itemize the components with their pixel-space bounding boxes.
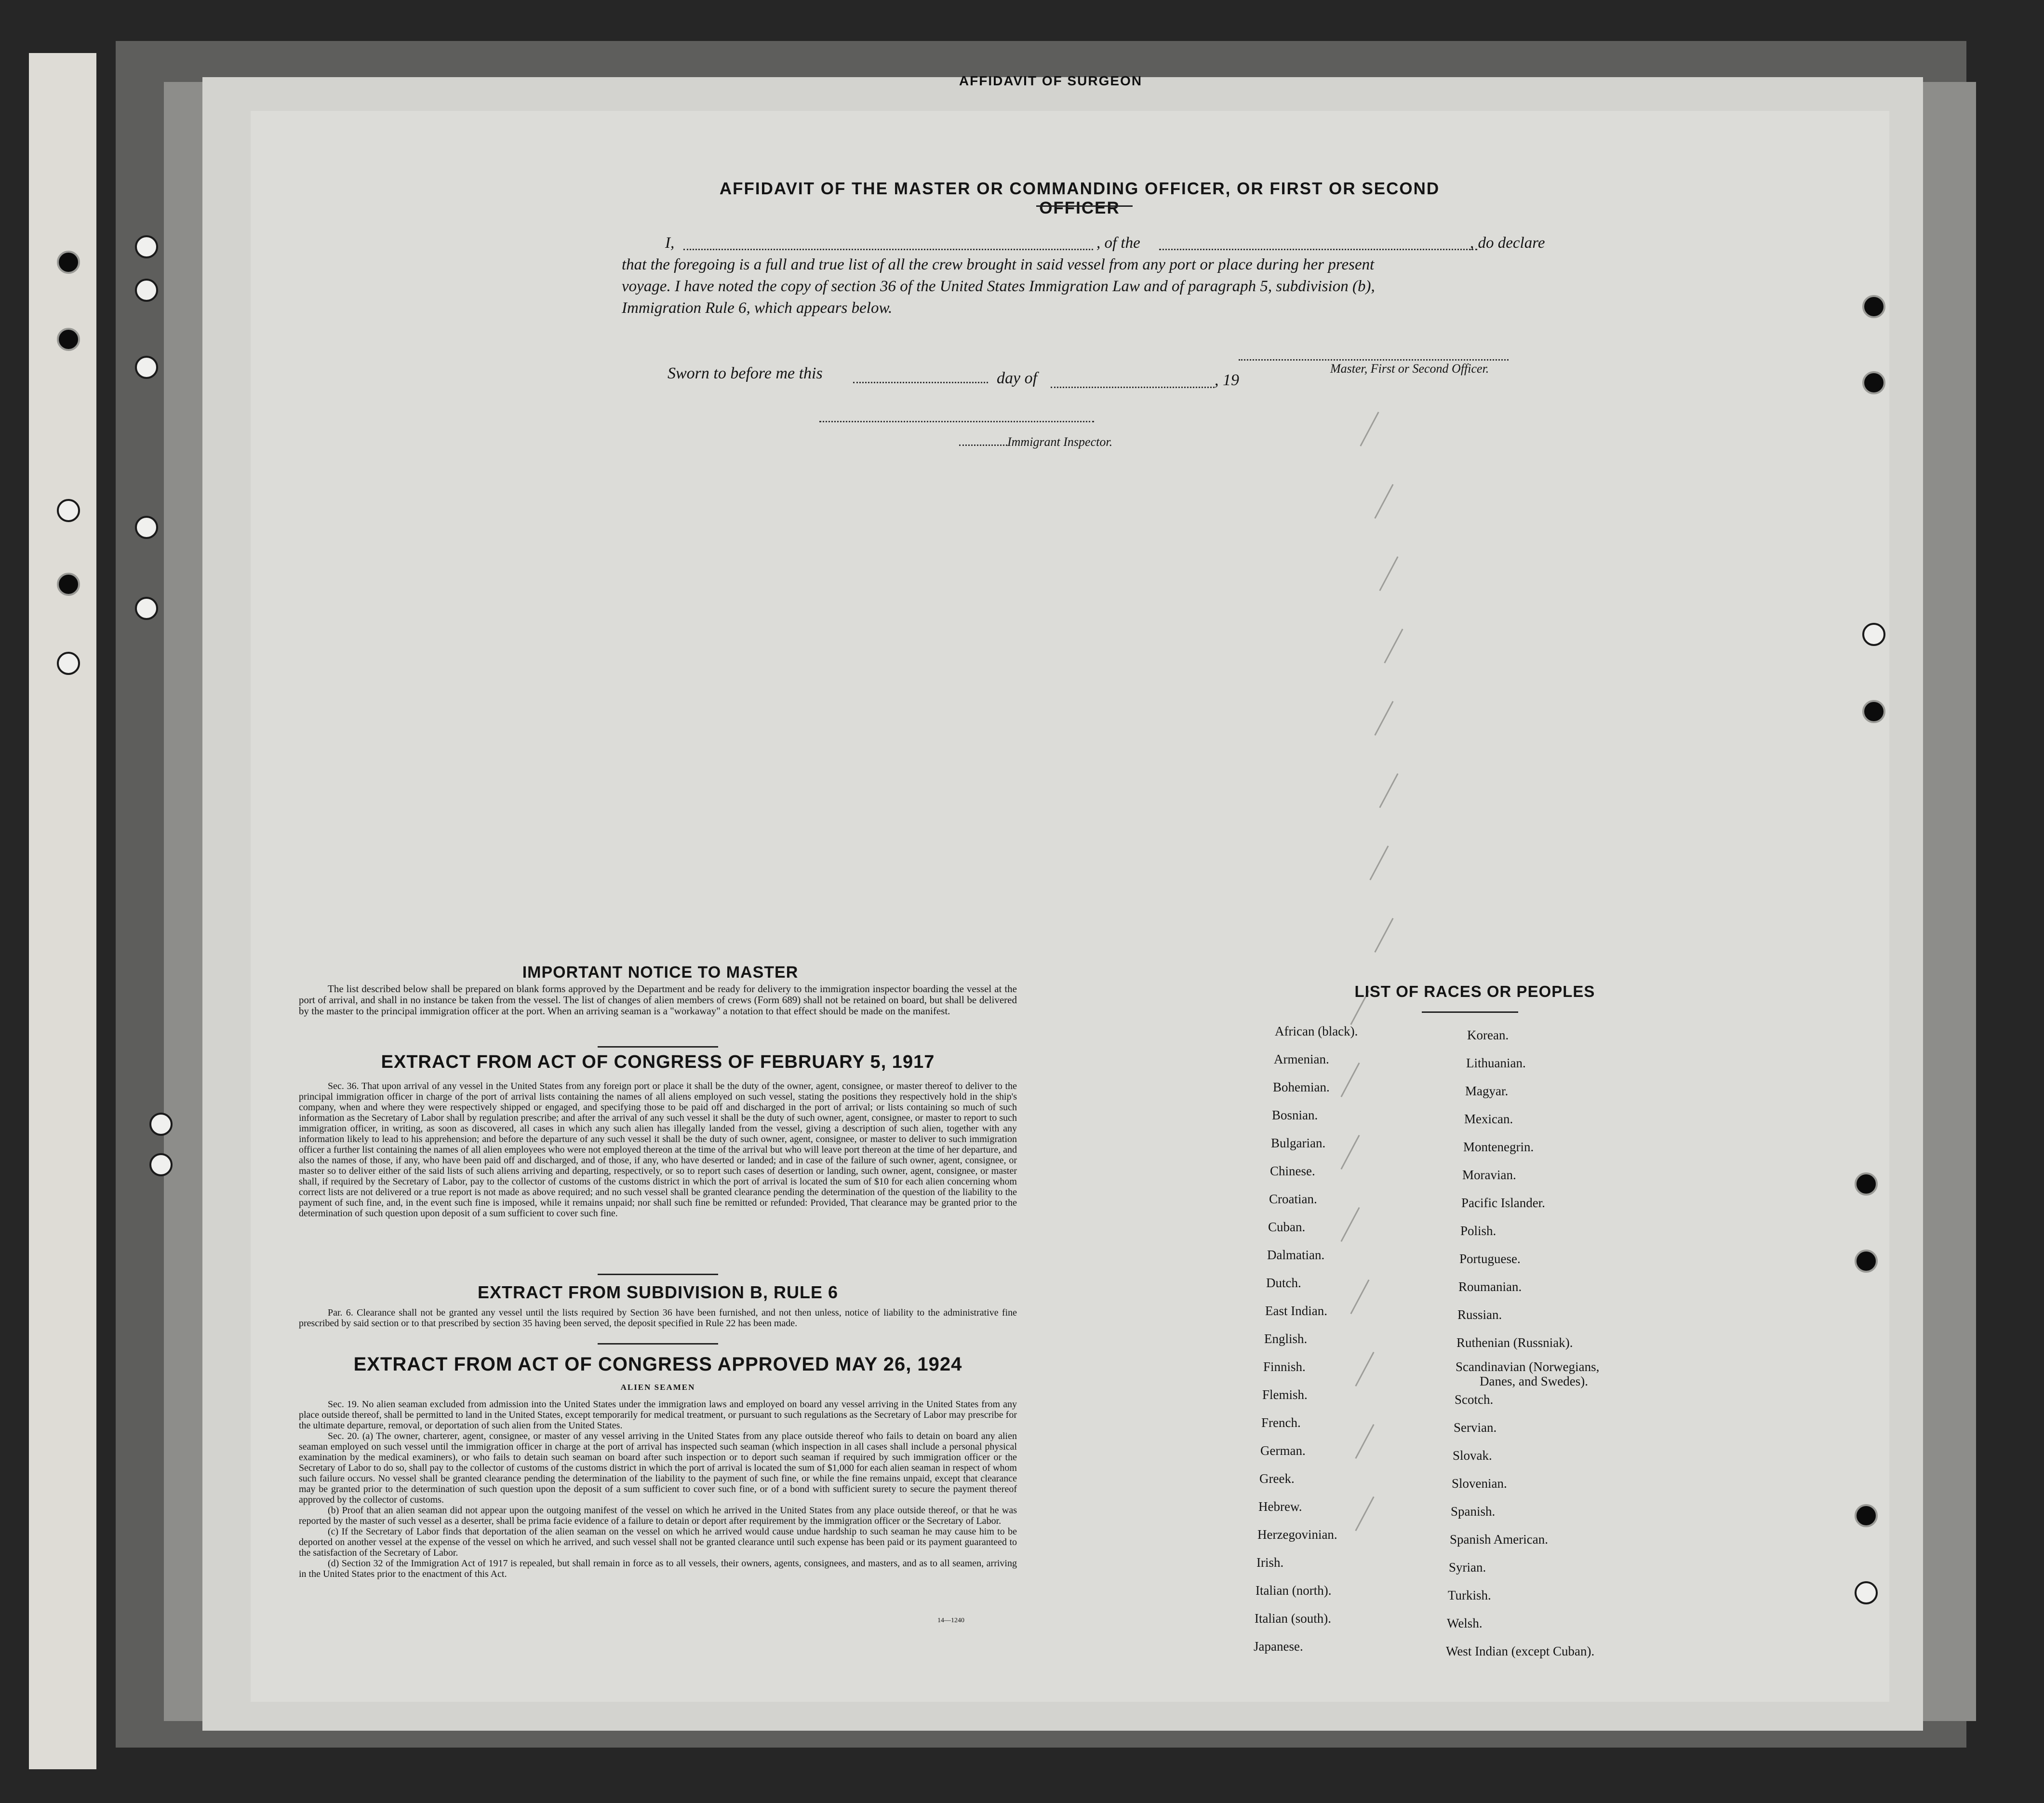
race-item: Slovak.	[1453, 1448, 1492, 1463]
master-signature-label: Master, First or Second Officer.	[1330, 362, 1489, 376]
vessel-blank[interactable]	[1159, 249, 1477, 250]
race-item: Magyar.	[1465, 1084, 1509, 1098]
punch-hole	[57, 328, 80, 351]
title-rule	[1036, 205, 1133, 207]
race-item: Japanese.	[1254, 1639, 1303, 1654]
punch-hole	[57, 652, 80, 675]
affidavit-line-3: voyage. I have noted the copy of section 36 of the United States Immigration Law and of paragraph 5, subdivision (b),	[622, 278, 1375, 295]
of-the-label: , of the	[1096, 234, 1140, 252]
affidavit-line-4: Immigration Rule 6, which appears below.	[622, 299, 893, 317]
sworn-month-blank[interactable]	[1051, 387, 1215, 388]
race-item: Scotch.	[1455, 1392, 1494, 1407]
punch-hole	[1862, 371, 1885, 394]
race-item: Moravian.	[1462, 1168, 1516, 1182]
extract-rule6-title: EXTRACT FROM SUBDIVISION B, RULE 6	[477, 1282, 839, 1302]
race-item: Armenian.	[1274, 1052, 1329, 1066]
race-item: Korean.	[1467, 1028, 1509, 1042]
race-item: Russian.	[1457, 1307, 1502, 1322]
race-item: Ruthenian (Russniak).	[1456, 1335, 1573, 1350]
inspector-signature-line[interactable]	[819, 421, 1094, 422]
form-number: 14—1240	[937, 1617, 964, 1624]
race-item: Chinese.	[1270, 1164, 1315, 1178]
race-item: Bohemian.	[1273, 1080, 1330, 1094]
race-item: Montenegrin.	[1463, 1140, 1534, 1154]
race-item: Dalmatian.	[1267, 1248, 1325, 1262]
punch-hole	[149, 1113, 173, 1136]
punch-hole	[1862, 295, 1885, 318]
race-item: Dutch.	[1266, 1276, 1301, 1290]
punch-hole	[57, 573, 80, 596]
races-title: LIST OF RACES OR PEOPLES	[1354, 982, 1595, 1000]
race-item: Roumanian.	[1458, 1279, 1522, 1294]
race-item: Danes, and Swedes).	[1480, 1374, 1588, 1388]
race-item: Servian.	[1454, 1420, 1497, 1435]
name-blank[interactable]	[683, 249, 1093, 250]
extract-1924-body	[299, 1399, 1017, 1579]
binder-strip	[29, 53, 96, 1769]
race-item: Mexican.	[1464, 1112, 1513, 1126]
race-item: Cuban.	[1268, 1220, 1306, 1234]
sec20c-paragraph: (c) If the Secretary of Labor finds that deportation of the alien seaman on the vessel on which he arrived would cause undue hardship to such seaman he may cause him to be deported on another vessel at the expense of the vessel on which he arrived, and such vessel shall not be granted clearance until such expense has been paid or its payment guaranteed to the satisfaction of the Secretary of Labor.	[299, 1526, 1017, 1558]
race-item: Bosnian.	[1272, 1108, 1318, 1122]
race-item: Syrian.	[1449, 1560, 1486, 1574]
race-item: Scandinavian (Norwegians,	[1456, 1359, 1600, 1374]
race-item: Flemish.	[1262, 1387, 1308, 1402]
punch-hole	[57, 251, 80, 274]
race-item: Croatian.	[1269, 1192, 1317, 1206]
punch-hole	[1855, 1581, 1878, 1604]
punch-hole	[149, 1153, 173, 1176]
race-item: East Indian.	[1265, 1304, 1327, 1318]
extract-rule6-body: Par. 6. Clearance shall not be granted any vessel until the lists required by Section 36 have been furnished, and not then unless, notice of liability to the administrative fine prescribed by said section or to that prescribed by section 35 having been served, the deposit specified in Rule 22 has been made.	[299, 1307, 1017, 1329]
sec19-paragraph: Sec. 19. No alien seaman excluded from admission into the United States under the immigration laws and employed on board any vessel arriving in the United States from any place outside thereof, shall be permitted to land in the United States, except temporarily for medical treatment, or pursuant to such regulations as the Secretary of Labor may prescribe for the ultimate departure, removal, or deportation of such alien from the United States.	[299, 1399, 1017, 1431]
punch-hole	[135, 235, 158, 258]
race-item: Lithuanian.	[1466, 1056, 1526, 1070]
section-rule	[598, 1343, 718, 1345]
punch-hole	[1855, 1504, 1878, 1527]
punch-hole	[1855, 1250, 1878, 1273]
inspector-signature-label: Immigrant Inspector.	[1007, 435, 1113, 449]
race-item: Polish.	[1460, 1224, 1496, 1238]
punch-hole	[135, 516, 158, 539]
extract-1917-body: Sec. 36. That upon arrival of any vessel in the United States from any foreign port or place it shall be the duty of the owner, agent, consignee, or master thereof to deliver to the principal immigration officer in charge of the port of arrival lists containing the names of all aliens employed on such vessel, stating the positions they respectively hold in the ship's company, when and where they were respectively shipped or engaged, and specifying those to be paid off and discharged in the port of arrival; or lists containing so much of such information as the Secretary of Labor shall by regulation prescribe; and after the arrival of any such vessel it shall be the duty of such owner, agent, consignee, or master to report to such immigration officer, in writing, as soon as discovered, all cases in which any such alien has illegally landed from the vessel, giving a description of such alien, together with any information likely to lead to his apprehension; and before the departure of any such vessel it shall be the duty of such owner, agent, consignee, or master to deliver to such immigration officer a further list containing the names of all alien employees who were not employed thereon at the time of the arrival but who will leave port thereon at the time of her departure, and also the names of those, if any, who have been paid off and discharged, and of those, if any, who have deserted or landed; and in case of the failure of such owner, agent, consignee, or master so to deliver either of the said lists of such aliens arriving and departing, respectively, or so to report such cases of desertion or landing, such owner, agent, consignee, or master shall, if required by the Secretary of Labor, pay to the collector of customs of the customs district in which the port of arrival is located the sum of $10 for each alien concerning whom correct lists are not delivered or a true report is not made as above required; and no such vessel shall be granted clearance pending the determination of the question of the liability to the payment of such fine, and, in the event such fine is imposed, while it remains unpaid; nor shall such fine be remitted or refunded: Provided, That clearance may be granted prior to the determination of such question upon deposit of a sum sufficient to cover such fine.	[299, 1081, 1017, 1219]
affidavit-body	[622, 232, 1547, 319]
race-item: Spanish American.	[1450, 1532, 1548, 1547]
sworn-label: Sworn to before me this	[668, 364, 823, 382]
punch-hole	[135, 597, 158, 620]
notice-body: The list described below shall be prepared on blank forms approved by the Department and be ready for delivery to the immigration inspector boarding the vessel at the port of arrival, and shall in no instance be taken from the vessel. The list of changes of alien members of crews (Form 689) shall not be retained on board, but shall be delivered by the master to the principal immigration officer at the port. When an arriving seaman is a "workaway" a notation to that effect should be made on the manifest.	[299, 983, 1017, 1017]
extract-1924-title: EXTRACT FROM ACT OF CONGRESS APPROVED MAY 26, 1924	[353, 1354, 962, 1375]
race-item: Herzegovinian.	[1257, 1527, 1337, 1542]
race-item: Irish.	[1256, 1555, 1284, 1570]
punch-hole	[1862, 700, 1885, 723]
race-item: Pacific Islander.	[1461, 1196, 1545, 1210]
race-item: Spanish.	[1451, 1504, 1496, 1519]
race-item: Italian (north).	[1256, 1583, 1332, 1598]
day-of-label: day of	[997, 369, 1038, 387]
sec20d-paragraph: (d) Section 32 of the Immigration Act of 1917 is repealed, but shall remain in force as to all vessels, their owners, agents, consignees, and masters, and as to all seamen, arriving in the United States prior to the enactment of this Act.	[299, 1558, 1017, 1579]
extract-1917-title: EXTRACT FROM ACT OF CONGRESS OF FEBRUARY 5, 1917	[381, 1052, 935, 1072]
punch-hole	[135, 356, 158, 379]
affidavit-line-1	[622, 232, 1547, 254]
punch-hole	[135, 279, 158, 302]
sec20a-paragraph: Sec. 20. (a) The owner, charterer, agent, consignee, or master of any vessel arriving in the United States from any place outside thereof who fails to detain on board any alien seaman employed on such vessel until the immigration officer in charge at the port of arrival has inspected such seaman (which inspection in all cases shall include a personal physical examination by the medical examiners), or who fails to detain such seaman on board after such inspection or to deport such seaman if required by such immigration officer or the Secretary of Labor to do so, shall pay to the collector of customs of the customs district in which the port of arrival is located the sum of $1,000 for each alien seaman in respect of whom such failure occurs. No vessel shall be granted clearance pending the determination of the liability to the payment of such fine, or while the fine remains unpaid, except that clearance may be granted prior to the determination of such question upon the deposit of a sum sufficient to cover such fine, or of a bond with sufficient surety to secure the payment thereof approved by the collector of customs.	[299, 1431, 1017, 1505]
year-label: , 19	[1215, 371, 1239, 389]
race-item: Italian (south).	[1255, 1611, 1331, 1626]
punch-hole	[57, 499, 80, 522]
surgeon-tab-label: AFFIDAVIT OF SURGEON	[959, 73, 1143, 88]
race-item: African (black).	[1275, 1024, 1358, 1038]
punch-hole	[1862, 623, 1885, 646]
races-title-rule	[1422, 1011, 1518, 1013]
race-item: Hebrew.	[1258, 1499, 1302, 1514]
master-signature-line[interactable]	[1239, 359, 1509, 361]
sworn-day-blank[interactable]	[853, 382, 988, 383]
alien-seamen-subtitle: ALIEN SEAMEN	[620, 1383, 695, 1392]
race-item: French.	[1261, 1415, 1301, 1430]
race-item: Greek.	[1259, 1471, 1295, 1486]
race-item: Welsh.	[1447, 1616, 1483, 1630]
inspector-signature-line-2	[959, 444, 1007, 446]
sec20b-paragraph: (b) Proof that an alien seaman did not appear upon the outgoing manifest of the vessel on which he arrived in the United States from any place outside thereof, or that he was reported by the master of such vessel as a deserter, shall be prima facie evidence of a failure to detain or deport after requirement by the immigration officer or the Secretary of Labor.	[299, 1505, 1017, 1526]
punch-hole	[1855, 1172, 1878, 1196]
do-declare-label: , do declare	[1470, 234, 1545, 252]
section-rule	[598, 1046, 718, 1048]
race-item: Bulgarian.	[1271, 1136, 1326, 1150]
notice-title: IMPORTANT NOTICE TO MASTER	[522, 963, 799, 982]
race-item: Finnish.	[1263, 1359, 1306, 1374]
i-label: I,	[665, 234, 675, 252]
race-item: Turkish.	[1448, 1588, 1491, 1602]
race-item: West Indian (except Cuban).	[1446, 1644, 1595, 1658]
race-item: German.	[1260, 1443, 1306, 1458]
section-rule	[598, 1274, 718, 1275]
race-item: Slovenian.	[1452, 1476, 1507, 1491]
affidavit-title: AFFIDAVIT OF THE MASTER OR COMMANDING OFFICER, OR FIRST OR SECOND OFFICER	[719, 179, 1440, 217]
affidavit-line-2: that the foregoing is a full and true list of all the crew brought in said vessel from any port or place during her present	[622, 256, 1375, 273]
race-item: Portuguese.	[1459, 1251, 1521, 1266]
race-item: English.	[1264, 1332, 1308, 1346]
